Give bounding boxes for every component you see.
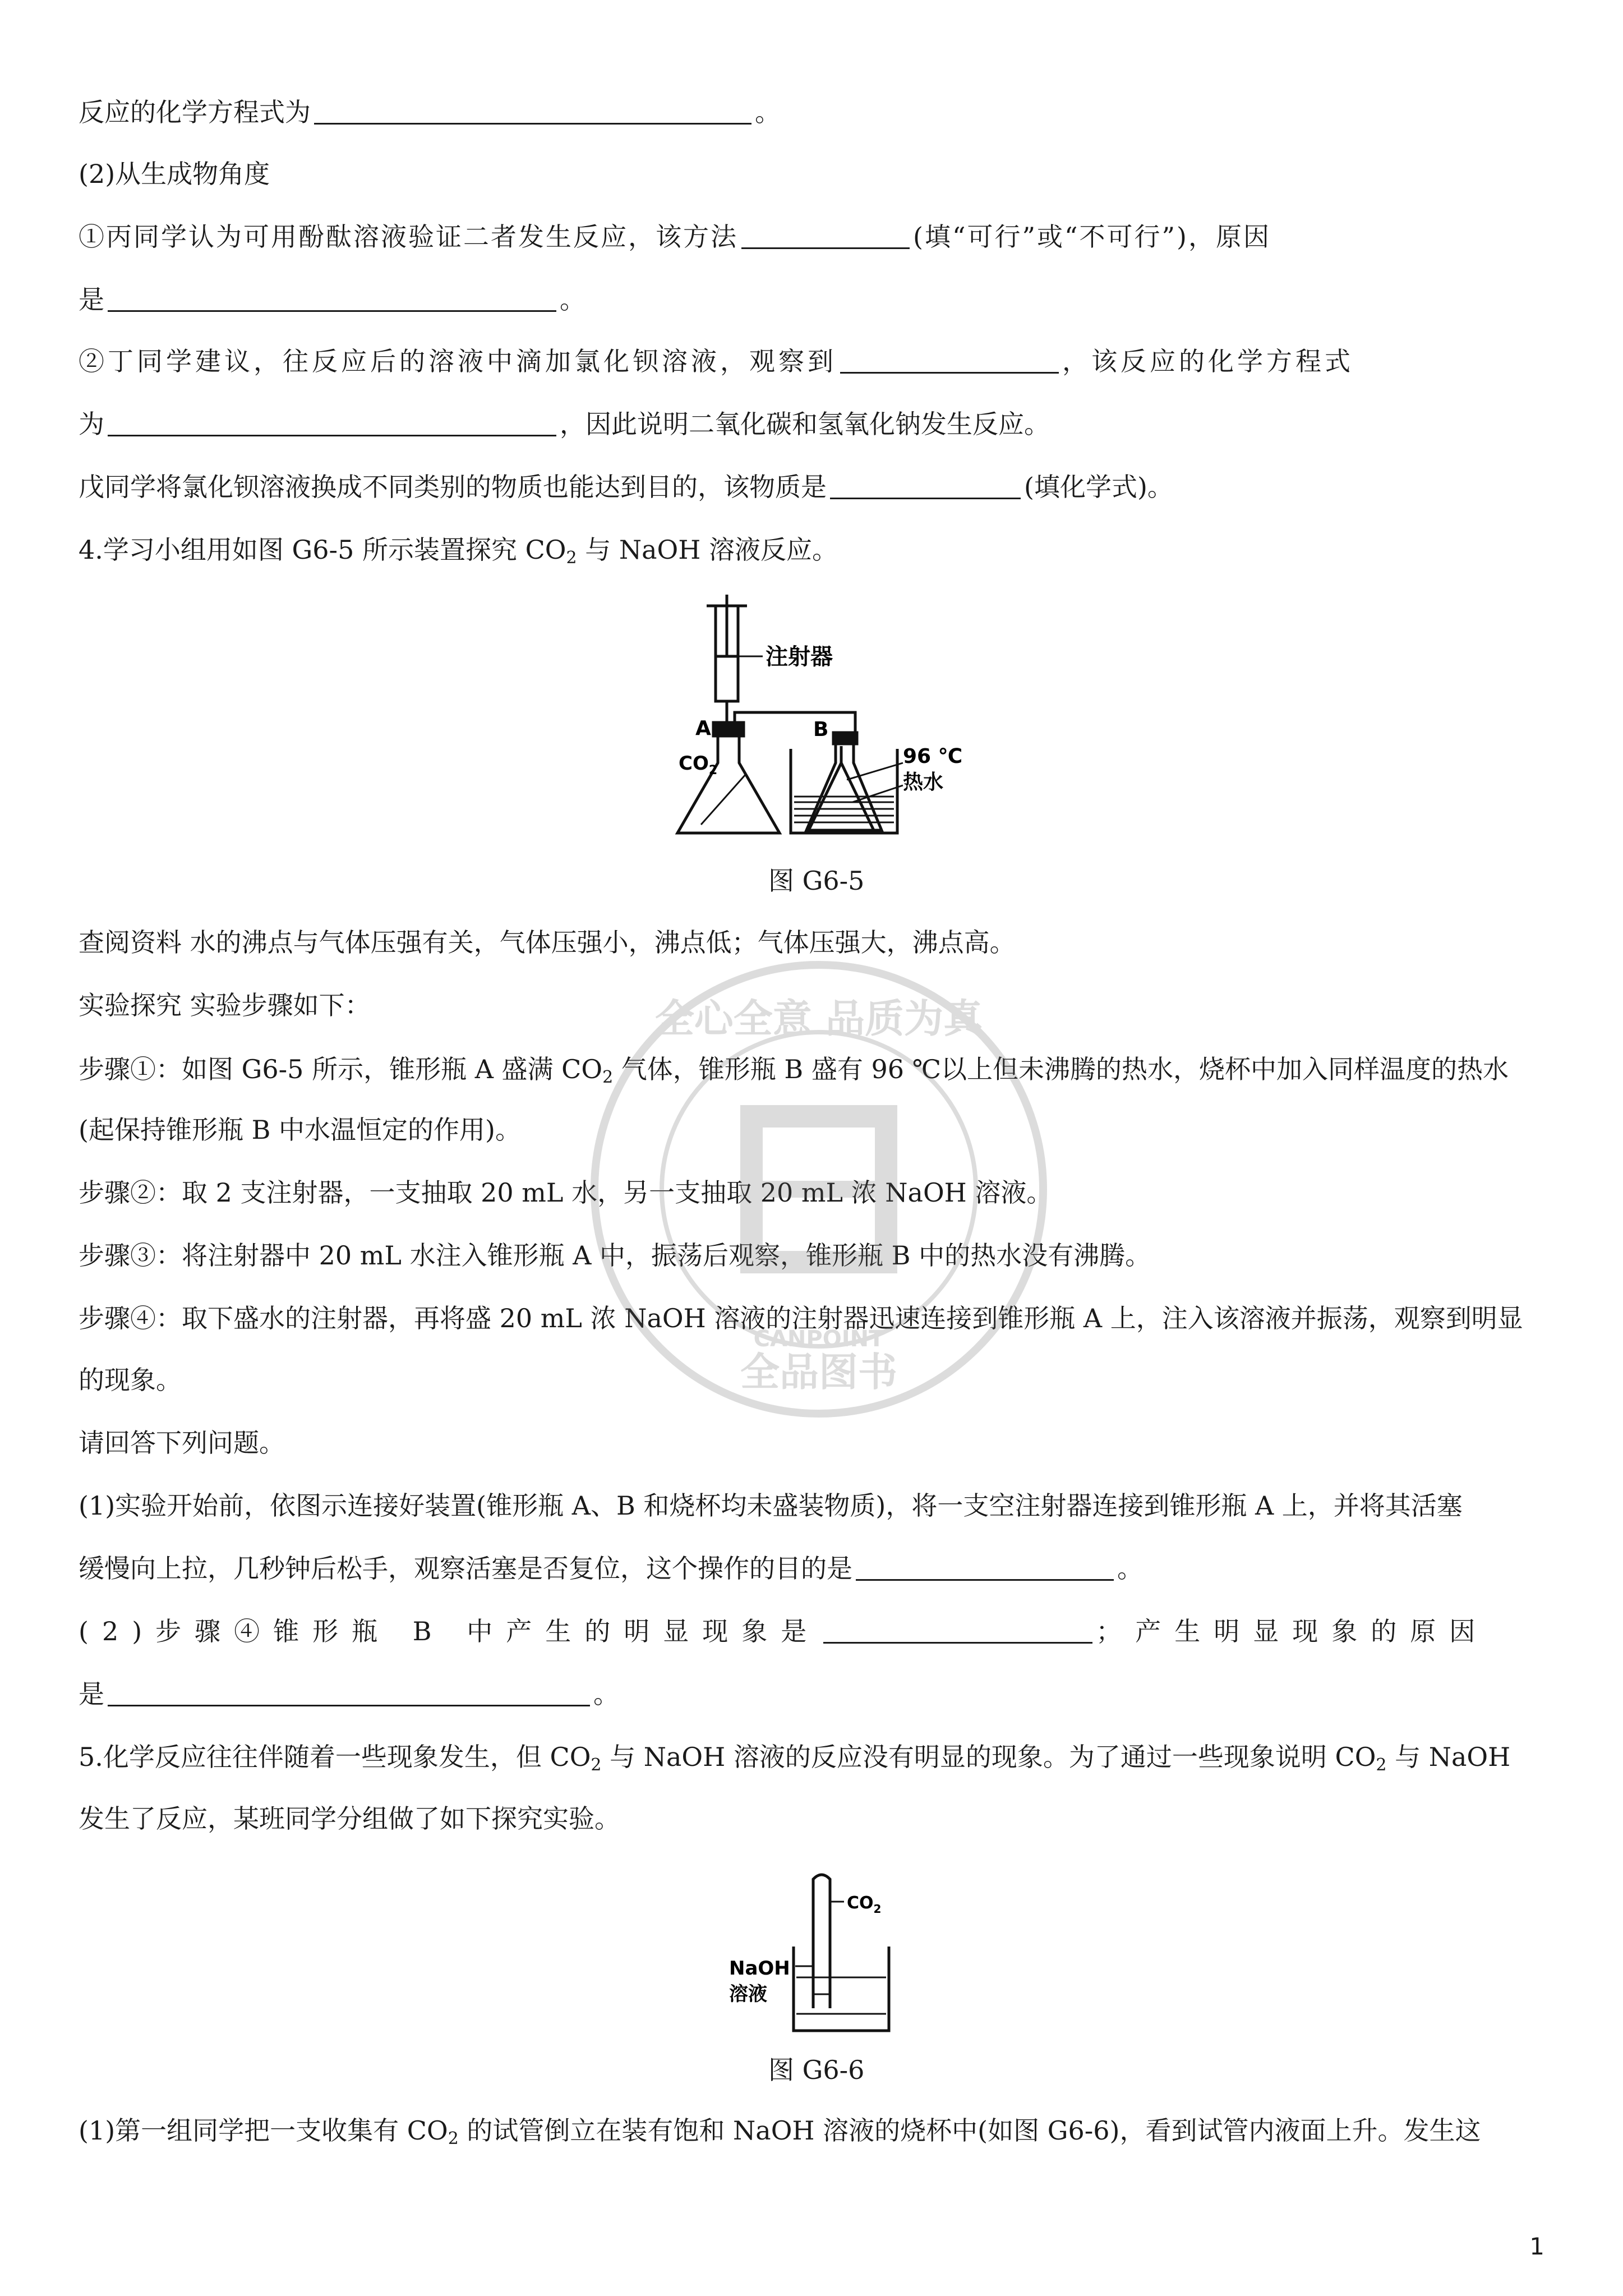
text-line: 的现象。	[79, 1365, 182, 1395]
line-text: 气体，锥形瓶 B 盛有 96 ℃以上但未沸腾的热水，烧杯中加入同样温度的热水	[613, 1054, 1509, 1084]
line-text: 步骤①：如图 G6-5 所示，锥形瓶 A 盛满 CO	[79, 1054, 603, 1084]
answer-blank[interactable]	[840, 346, 1059, 374]
flask-b-label: B	[813, 718, 829, 741]
watermark-text: 全品图书	[740, 1349, 897, 1395]
watermark-text: CANPOINT	[753, 1326, 884, 1352]
line-text: 戊同学将氯化钡溶液换成不同类别的物质也能达到目的，该物质是	[79, 472, 827, 502]
text-line: 查阅资料 水的沸点与气体压强有关，气体压强小，沸点低；气体压强大，沸点高。	[79, 927, 1016, 958]
text-line: 实验探究 实验步骤如下：	[79, 990, 371, 1020]
text-line: 步骤③：将注射器中 20 mL 水注入锥形瓶 A 中，振荡后观察，锥形瓶 B 中的热水没有沸腾。	[79, 1240, 1151, 1271]
text-line	[79, 470, 1173, 504]
line-text: 。	[755, 97, 781, 127]
figure-g6-5-apparatus	[662, 595, 976, 841]
line-text: 为	[79, 409, 104, 439]
line-text: 是	[79, 284, 104, 315]
watermark-text: 全心全意 品质为真	[654, 996, 983, 1042]
line-text: 的试管倒立在装有饱和 NaOH 溶液的烧杯中(如图 G6-6)，看到试管内液面上升。发生这	[458, 2115, 1481, 2146]
text-line	[79, 220, 1271, 254]
answer-blank[interactable]	[108, 284, 556, 312]
figure-g6-6-apparatus	[729, 1868, 931, 2036]
answer-blank[interactable]	[314, 97, 751, 125]
text-line: (1)实验开始前，依图示连接好装置(锥形瓶 A、B 和烧杯均未盛装物质)，将一支空注射器连接到锥形瓶 A 上，并将其活塞	[79, 1490, 1463, 1521]
question-4	[79, 533, 838, 575]
text-line: 发生了反应，某班同学分组做了如下探究实验。	[79, 1803, 620, 1834]
line-text: 。	[593, 1679, 619, 1709]
figure-caption: 图 G6-5	[768, 866, 865, 896]
line-text: 。	[560, 284, 585, 315]
line-text: ，因此说明二氧化碳和氢氧化钠发生反应。	[560, 409, 1050, 439]
question-5	[79, 1740, 1510, 1782]
text-line	[79, 95, 781, 129]
line-text: (2)步骤④锥形瓶 B 中产生的明显现象是	[79, 1616, 820, 1646]
page-number: 1	[1529, 2233, 1544, 2260]
line-text: 缓慢向上拉，几秒钟后松手，观察活塞是否复位，这个操作的目的是	[79, 1553, 852, 1584]
beaker	[791, 749, 897, 833]
text-line	[79, 283, 585, 316]
line-text: ，该反应的化学方程式	[1062, 346, 1354, 376]
text-line: (起保持锥形瓶 B 中水温恒定的作用)。	[79, 1115, 521, 1145]
flask-a	[677, 729, 780, 833]
line-text: 是	[79, 1679, 104, 1709]
line-text: 4.学习小组用如图 G6-5 所示装置探究 CO	[79, 535, 566, 565]
line-text: (1)第一组同学把一支收集有 CO	[79, 2115, 448, 2146]
line-text: 与 NaOH 溶液反应。	[577, 535, 838, 565]
line-text: ①丙同学认为可用酚酞溶液验证二者发生反应，该方法	[79, 222, 738, 252]
answer-blank[interactable]	[741, 222, 910, 249]
line-text: ；产生明显现象的原因	[1096, 1616, 1489, 1646]
text-line	[79, 1614, 1488, 1648]
beaker	[794, 1947, 889, 2031]
text-line	[79, 407, 1050, 441]
text-line: 步骤④：取下盛水的注射器，再将盛 20 mL 浓 NaOH 溶液的注射器迅速连接到锥形瓶 A 上，注入该溶液并振荡，观察到明显	[79, 1303, 1523, 1333]
subscript: 2	[1376, 1755, 1387, 1775]
text-line: 步骤②：取 2 支注射器，一支抽取 20 mL 水，另一支抽取 20 mL 浓 NaOH 溶液。	[79, 1177, 1053, 1208]
line-text: 5.化学反应往往伴随着一些现象发生，但 CO	[79, 1742, 591, 1772]
subscript: 2	[448, 2129, 459, 2148]
text-line	[79, 1552, 1143, 1585]
hot-water-label: 热水	[903, 771, 944, 794]
answer-blank[interactable]	[823, 1616, 1092, 1644]
subscript: 2	[566, 548, 577, 568]
co2-label: $CO_2$	[679, 752, 718, 777]
answer-blank[interactable]	[856, 1553, 1114, 1581]
line-text: 。	[1117, 1553, 1143, 1584]
subscript: 2	[602, 1068, 614, 1087]
text-line	[79, 344, 1354, 378]
text-line: 请回答下列问题。	[79, 1428, 285, 1458]
line-text: (填“可行”或“不可行”)，原因	[913, 222, 1271, 252]
text-line: (2)从生成物角度	[79, 159, 270, 189]
solution-label: 溶液	[729, 1983, 767, 2005]
syringe-label: 注射器	[766, 644, 833, 670]
answer-blank[interactable]	[830, 472, 1021, 499]
subscript: 2	[591, 1755, 602, 1775]
co2-label: $CO_2$	[847, 1893, 882, 1916]
watermark-seal	[583, 954, 1054, 1425]
line-text: (填化学式)。	[1024, 472, 1173, 502]
temperature-label: 96 ℃	[903, 745, 963, 768]
text-line	[79, 1677, 619, 1711]
line-text: ②丁同学建议，往反应后的溶液中滴加氯化钡溶液，观察到	[79, 346, 837, 376]
answer-blank[interactable]	[108, 409, 556, 436]
flask-a-label: A	[695, 717, 711, 740]
answer-blank[interactable]	[108, 1679, 590, 1706]
text-line	[79, 2114, 1481, 2156]
test-tube	[813, 1875, 830, 2008]
line-text: 与 NaOH	[1386, 1742, 1511, 1772]
figure-caption: 图 G6-6	[768, 2055, 865, 2085]
naoh-label: NaOH	[729, 1957, 790, 1980]
line-text: 与 NaOH 溶液的反应没有明显的现象。为了通过一些现象说明 CO	[601, 1742, 1376, 1772]
line-text: 反应的化学方程式为	[79, 97, 311, 127]
